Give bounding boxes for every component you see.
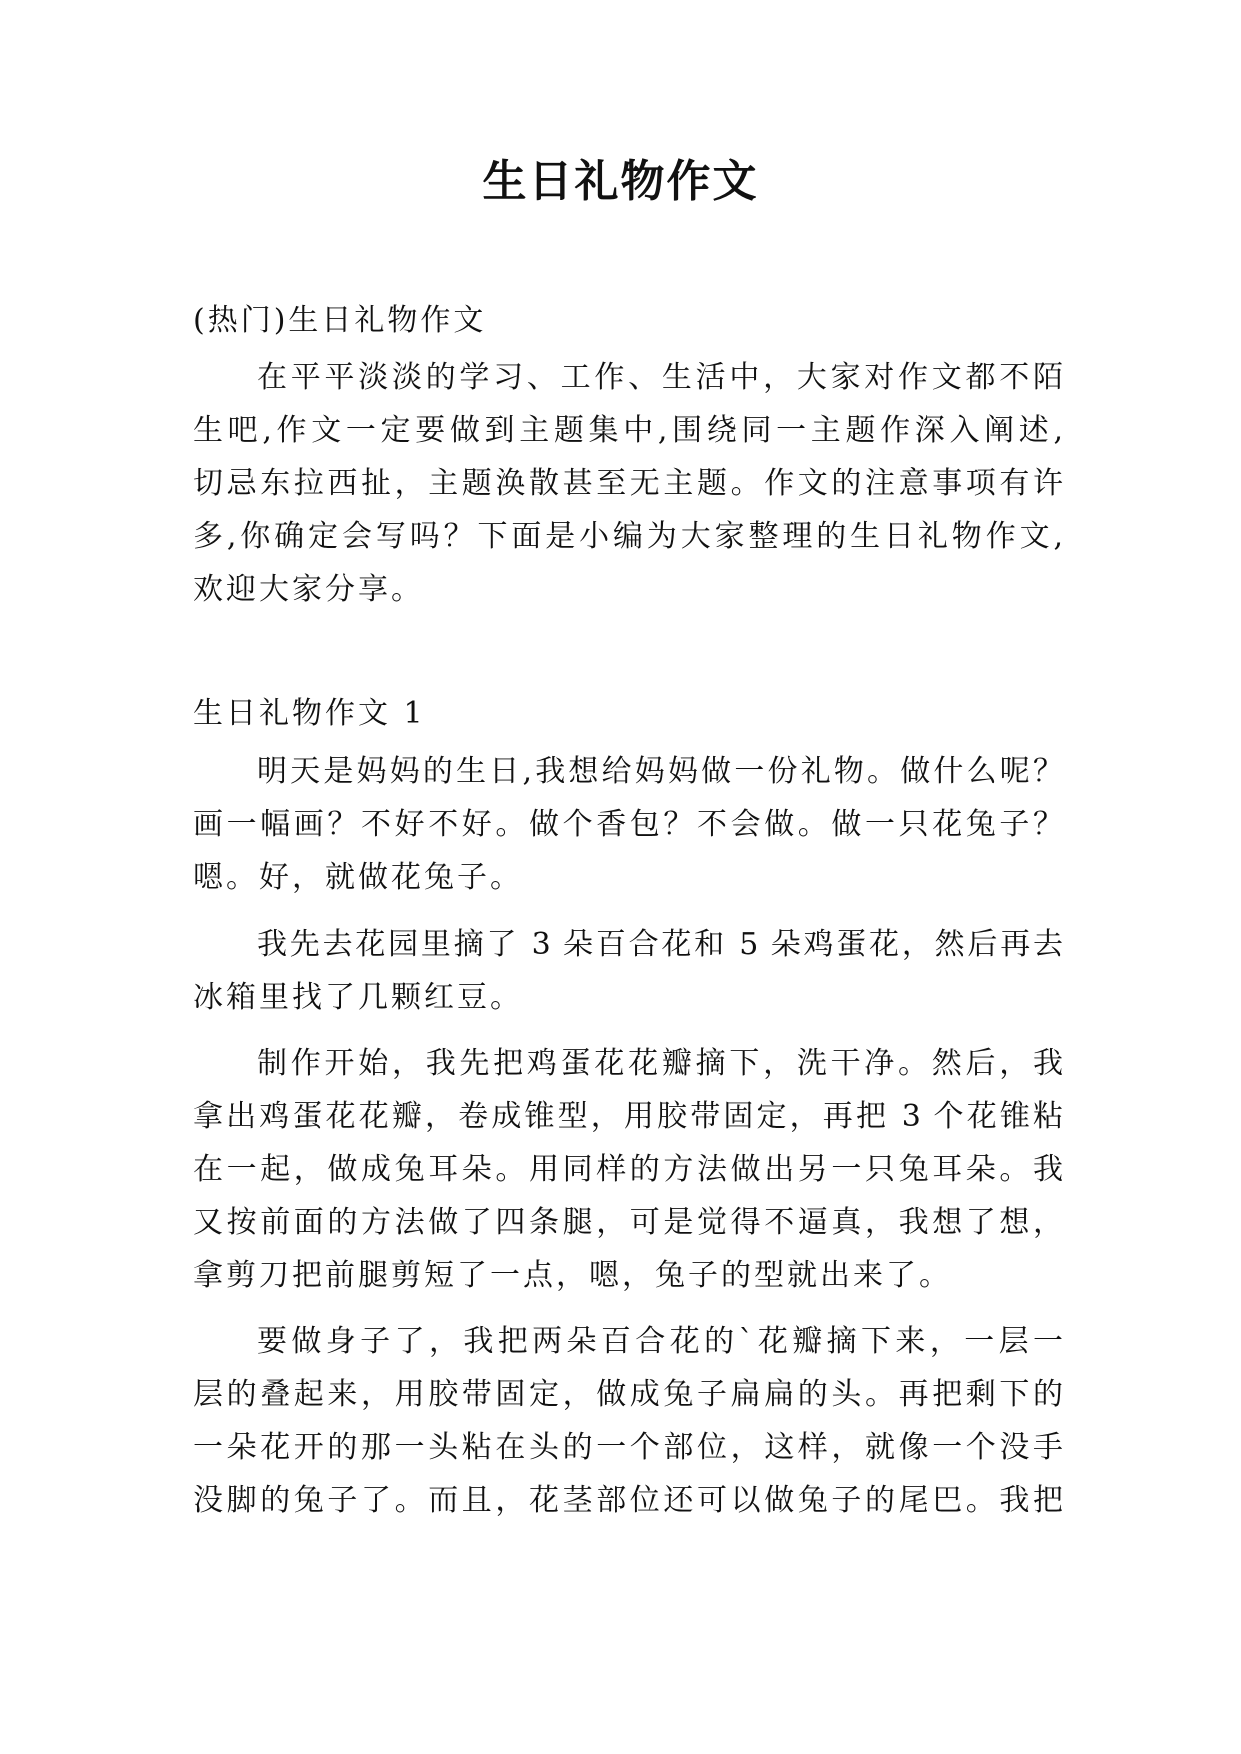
paragraph-line: 嗯。好，就做花兔子。 — [193, 860, 523, 895]
section-heading: 生日礼物作文 1 — [193, 696, 426, 731]
paragraph-line: 要做身子了，我把两朵百合花的`花瓣摘下来，一层一 — [257, 1324, 1063, 1359]
paragraph-line: 拿出鸡蛋花花瓣，卷成锥型，用胶带固定，再把 3 个花锥粘 — [193, 1099, 1063, 1134]
intro-line: 在平平淡淡的学习、工作、生活中，大家对作文都不陌 — [257, 360, 1063, 395]
intro-line: 切忌东拉西扯，主题涣散甚至无主题。作文的注意事项有许 — [193, 466, 1063, 501]
paragraph-line: 没脚的兔子了。而且，花茎部位还可以做兔子的尾巴。我把 — [193, 1483, 1063, 1518]
intro-line: 生吧,作文一定要做到主题集中,围绕同一主题作深入阐述, — [193, 413, 1063, 448]
intro-line: 多,你确定会写吗？下面是小编为大家整理的生日礼物作文, — [193, 519, 1063, 554]
paragraph-line: 冰箱里找了几颗红豆。 — [193, 980, 523, 1015]
paragraph-line: 制作开始，我先把鸡蛋花花瓣摘下，洗干净。然后，我 — [257, 1046, 1063, 1081]
document-title: 生日礼物作文 — [482, 156, 759, 207]
paragraph-line: 拿剪刀把前腿剪短了一点，嗯，兔子的型就出来了。 — [193, 1258, 952, 1293]
document-subtitle: (热门)生日礼物作文 — [193, 303, 487, 338]
paragraph-line: 又按前面的方法做了四条腿，可是觉得不逼真，我想了想， — [193, 1205, 1063, 1240]
paragraph-line: 画一幅画？不好不好。做个香包？不会做。做一只花兔子？ — [193, 807, 1063, 842]
paragraph-line: 层的叠起来，用胶带固定，做成兔子扁扁的头。再把剩下的 — [193, 1377, 1063, 1412]
paragraph-line: 我先去花园里摘了 3 朵百合花和 5 朵鸡蛋花，然后再去 — [257, 927, 1063, 962]
paragraph-line: 在一起，做成兔耳朵。用同样的方法做出另一只兔耳朵。我 — [193, 1152, 1063, 1187]
paragraph-line: 一朵花开的那一头粘在头的一个部位，这样，就像一个没手 — [193, 1430, 1063, 1465]
paragraph-line: 明天是妈妈的生日,我想给妈妈做一份礼物。做什么呢？ — [257, 754, 1063, 789]
intro-line: 欢迎大家分享。 — [193, 572, 424, 607]
